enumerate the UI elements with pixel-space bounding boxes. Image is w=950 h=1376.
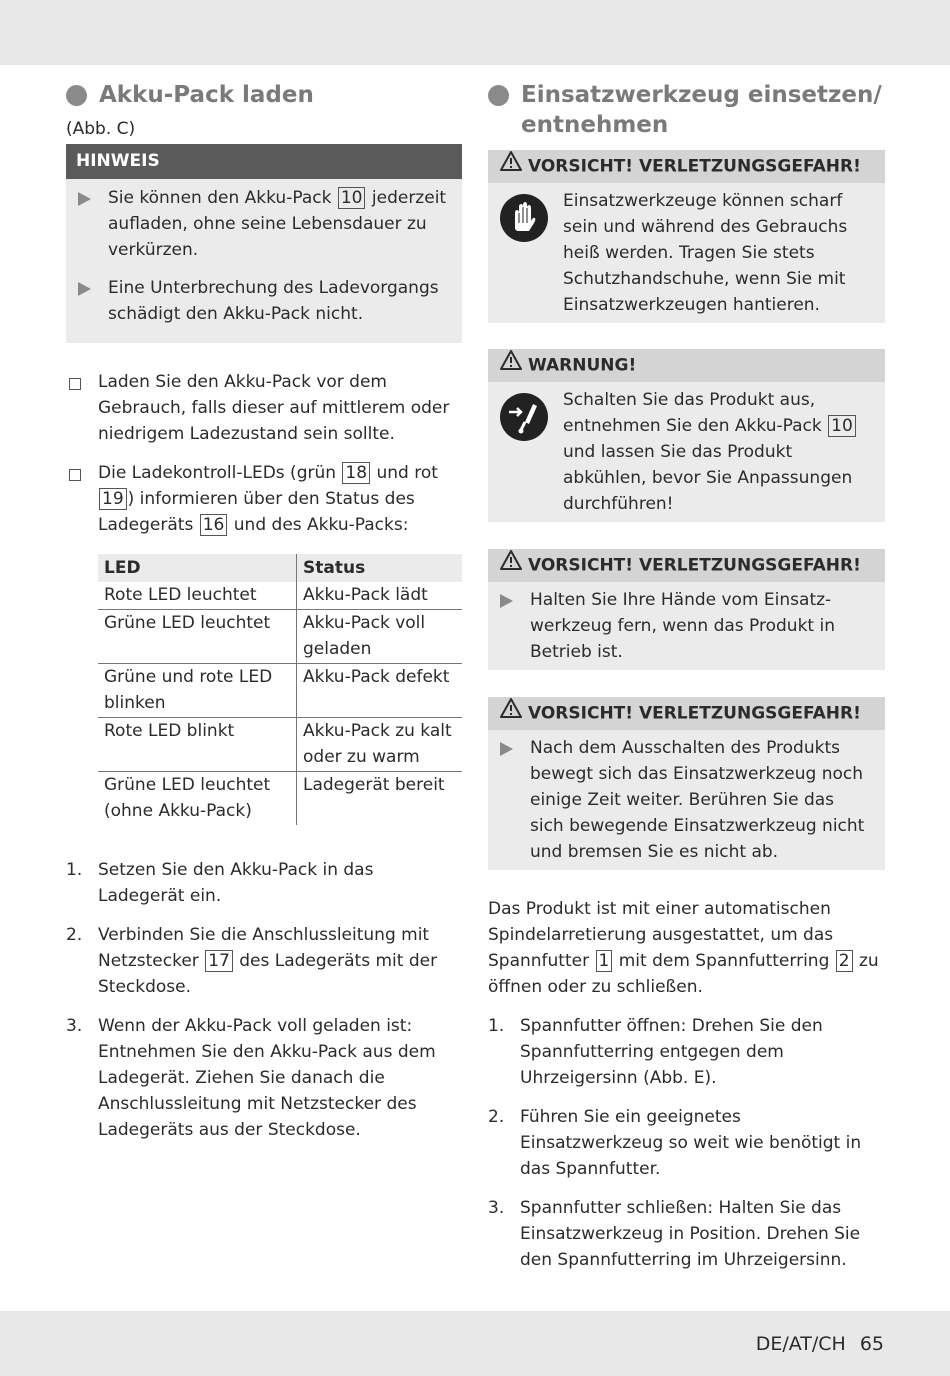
warning-triangle-icon xyxy=(500,349,522,382)
warning-header: VORSICHT! VERLETZUNGSGEFAHR! xyxy=(488,549,885,582)
part-reference: 10 xyxy=(338,187,366,209)
table-cell: Grüne und rote LED blinken xyxy=(98,664,297,718)
list-item: 1. Setzen Sie den Akku-Pack in das Ladegerät ein. xyxy=(66,860,374,906)
table-row xyxy=(98,610,462,664)
checkbox-square-icon xyxy=(69,378,81,390)
warning-header: VORSICHT! VERLETZUNGSGEFAHR! xyxy=(488,150,885,183)
checklist-item: Die Ladekontroll-LEDs (grün 18 und rot 19 ) informieren über den Status des Ladegeräts 16 und des Akku-Packs: xyxy=(66,460,462,538)
arrow-right-icon xyxy=(78,192,91,206)
part-reference: 16 xyxy=(200,514,228,536)
table-row xyxy=(98,582,462,610)
column-header-status: Status xyxy=(297,554,463,582)
table-cell: Grüne LED leuchtet xyxy=(98,610,297,664)
warning-triangle-icon xyxy=(500,549,522,582)
warning-block xyxy=(488,697,885,870)
part-reference: 19 xyxy=(99,488,127,510)
warning-block xyxy=(488,150,885,323)
checklist xyxy=(66,369,462,538)
column-header-led: LED xyxy=(98,554,297,582)
table-header-row xyxy=(98,554,462,582)
warning-body xyxy=(488,730,885,870)
warning-item: Nach dem Ausschalten des Produkts bewegt sich das Einsatzwerkzeug noch einige Zeit weiter. Berühren Sie das sich bewegende Einsatzwerkzeug nicht und bremsen Sie es nicht ab. xyxy=(500,735,873,865)
part-reference: 10 xyxy=(828,415,856,437)
arrow-right-icon xyxy=(78,282,91,296)
figure-reference: (Abb. C) xyxy=(66,119,136,139)
table-cell: Akku-Pack defekt xyxy=(297,664,463,718)
table-cell: Rote LED blinkt xyxy=(98,718,297,772)
part-reference: 17 xyxy=(205,950,233,972)
list-item: 2. Verbinden Sie die Anschlussleitung mit Netzstecker 17 des Ladegeräts mit der Steckdose. xyxy=(66,925,438,997)
list-item: 3. Wenn der Akku-Pack voll geladen ist: Entnehmen Sie den Akku-Pack aus dem Ladegerät. Ziehen Sie danach die Anschlussleitung mit Netzstecker des Ladegeräts aus der Steckdose. xyxy=(66,1016,436,1140)
top-band xyxy=(0,0,950,65)
table-cell: Rote LED leuchtet xyxy=(98,582,297,610)
note-body xyxy=(66,179,462,343)
note-item: Eine Unterbrechung des Ladevorgangs schädigt den Akku-Pack nicht. xyxy=(78,275,450,327)
checklist-item: Laden Sie den Akku-Pack vor dem Gebrauch, falls dieser auf mittlerem oder niedrigem Ladezustand sein sollte. xyxy=(66,369,462,447)
warning-item: Halten Sie Ihre Hände vom Einsatzwerkzeug fern, wenn das Produkt in Betrieb ist. xyxy=(500,587,873,665)
list-item: 2. Führen Sie ein geeignetes Einsatzwerkzeug so weit wie benötigt in das Spannfutter. xyxy=(488,1107,862,1179)
numbered-steps xyxy=(488,1013,885,1273)
page-footer xyxy=(0,1311,950,1376)
gloves-icon xyxy=(499,193,549,243)
warning-header: WARNUNG! xyxy=(488,349,885,382)
note-item: Sie können den Akku-Pack 10 jederzeit aufladen, ohne seine Lebensdauer zu verkürzen. xyxy=(78,185,450,263)
section-heading-einsatzwerkzeug: Einsatzwerkzeug einsetzen/ entnehmen xyxy=(488,80,885,140)
table-cell: Ladegerät bereit xyxy=(297,772,463,826)
section-heading-akku-pack-laden: Akku-Pack laden xyxy=(66,80,462,110)
checkbox-square-icon xyxy=(69,469,81,481)
part-reference: 2 xyxy=(836,950,853,972)
page-number: 65 xyxy=(859,1333,884,1355)
list-item: 1. Spannfutter öffnen: Drehen Sie den Spannfutterring entgegen dem Uhrzeigersinn (Abb. E). xyxy=(488,1016,823,1088)
warning-block xyxy=(488,549,885,670)
table-cell: Akku-Pack voll geladen xyxy=(297,610,463,664)
footer-text xyxy=(756,1331,884,1357)
warning-triangle-icon xyxy=(500,697,522,730)
table-row xyxy=(98,664,462,718)
note-header: HINWEIS xyxy=(66,144,462,179)
table-cell: Grüne LED leuchtet (ohne Akku-Pack) xyxy=(98,772,297,826)
list-item: 3. Spannfutter schließen: Halten Sie das Einsatzwerkzeug in Position. Drehen Sie den Spannfutterring im Uhrzeigersinn. xyxy=(488,1198,861,1270)
warning-triangle-icon xyxy=(500,150,522,183)
bullet-dot-icon xyxy=(66,85,87,106)
table-row xyxy=(98,772,462,826)
arrow-right-icon xyxy=(500,594,513,608)
led-status-table xyxy=(98,554,462,825)
language-code: DE/AT/CH xyxy=(755,1333,846,1355)
warning-block xyxy=(488,349,885,522)
left-column xyxy=(66,78,462,1156)
part-reference: 1 xyxy=(596,950,613,972)
bullet-dot-icon xyxy=(488,85,509,106)
spindle-lock-paragraph: Das Produkt ist mit einer automatischen Spindelarretierung ausgestattet, um das Spannfutter 1 mit dem Spannfutterring 2 zu öffnen oder zu schließen. xyxy=(488,899,879,997)
table-row xyxy=(98,718,462,772)
part-reference: 18 xyxy=(342,462,370,484)
warning-body: Einsatzwerkzeuge können scharf sein und während des Gebrauchs heiß werden. Tragen Sie stets Schutzhandschuhe, wenn Sie mit Einsatzwerkzeugen hantieren. xyxy=(488,183,885,323)
table-cell: Akku-Pack lädt xyxy=(303,585,428,605)
warning-body: Schalten Sie das Produkt aus, entnehmen Sie den Akku-Pack 10 und lassen Sie das Produkt abkühlen, bevor Sie Anpassungen durchführen! xyxy=(488,382,885,522)
unplug-icon xyxy=(499,392,549,442)
numbered-steps xyxy=(66,857,462,1143)
warning-body xyxy=(488,582,885,670)
warning-header: VORSICHT! VERLETZUNGSGEFAHR! xyxy=(488,697,885,730)
right-column xyxy=(488,78,885,1286)
table-cell: Akku-Pack zu kalt oder zu warm xyxy=(297,718,463,772)
arrow-right-icon xyxy=(500,742,513,756)
